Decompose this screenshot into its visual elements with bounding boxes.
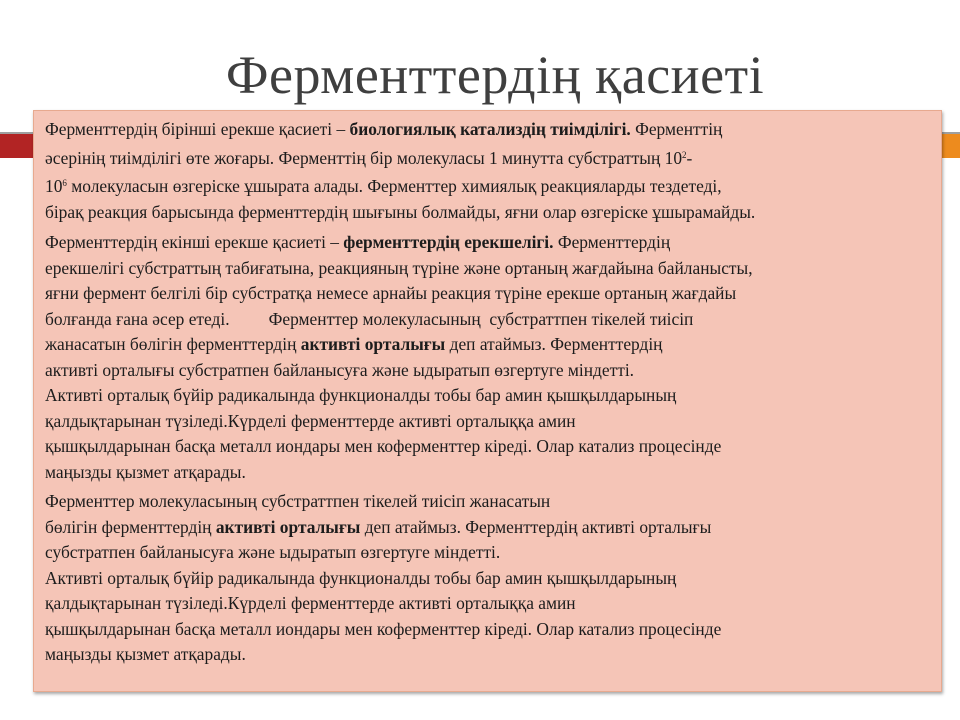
text-line: Ферменттердің бірінші ерекше қасиеті – [45, 119, 350, 139]
text-line: яғни фермент белгілі бір субстратқа немесе арнайы реакция түріне ерекше ортаның жағдайы [45, 283, 737, 303]
text-line: Активті орталық бүйір радикалында функционалды тобы бар амин қышқылдарының [45, 385, 677, 405]
text-line: молекуласын өзгеріске ұшырата алады. Ферменттер химиялық реакцияларды тездетеді, [66, 176, 722, 196]
text-line: активті орталығы субстратпен байланысуға және ыдыратып өзгертуге міндетті. [45, 359, 635, 380]
text-line: қалдықтарынан түзіледі.Күрделі ферменттерде активті орталыққа амин [45, 593, 576, 613]
text-line: қышқылдарынан басқа металл иондары мен коферменттер кіреді. Олар катализ процесінде [45, 436, 722, 456]
text-line: 10 [45, 176, 63, 196]
bold-term: активті орталығы [215, 516, 361, 537]
text-line: әсерінің тиімділігі өте жоғары. Ферменттің бір молекуласы 1 минутта субстраттың 10 [45, 147, 683, 168]
text-line: Активті орталық бүйір радикалында функционалды тобы бар амин қышқылдарының [45, 567, 677, 588]
text-line: Ферменттердің екінші ерекше қасиеті – [45, 232, 344, 252]
text-line: маңызды қызмет атқарады. [45, 461, 246, 482]
bold-term: активті орталығы [300, 334, 446, 354]
text-line: деп атаймыз. Ферменттердің активті орталығы [360, 516, 712, 537]
right-accent-bar [940, 134, 960, 158]
paragraph-specificity [45, 230, 931, 485]
text-line: деп атаймыз. Ферменттердің [445, 334, 663, 354]
text-line: жанасатын бөлігін ферменттердің [45, 334, 301, 354]
text-line: Ферменттердің [553, 232, 671, 252]
text-line: ерекшелігі субстраттың табиғатына, реакцияның түріне және ортаның жағдайына байланысты, [45, 257, 753, 278]
text-line: Ферменттер молекуласының субстраттпен тікелей тиісіп жанасатын [45, 491, 551, 511]
superscript: 2 [682, 149, 687, 160]
bold-term: биологиялық катализдің тиімділігі. [349, 119, 631, 139]
text-line: субстратпен байланысуға және ыдыратып өзгертуге міндетті. [45, 542, 501, 562]
text-line: қалдықтарынан түзіледі.Күрделі ферменттерде активті орталыққа амин [45, 410, 576, 431]
paragraph-active-site [45, 489, 931, 668]
text-line: бөлігін ферменттердің [45, 516, 216, 537]
text-line: болғанда ғана әсер етеді. Ферменттер молекуласының субстраттпен тікелей тиісіп [45, 308, 694, 329]
text-line: маңызды қызмет атқарады. [45, 644, 246, 664]
text-line: - [686, 147, 693, 168]
text-line: қышқылдарынан басқа металл иондары мен коферменттер кіреді. Олар катализ процесінде [45, 618, 722, 639]
text-line: Ферменттің [630, 119, 723, 139]
bold-term: ферменттердің ерекшелігі. [343, 232, 554, 252]
paragraph-catalytic-efficiency [45, 117, 931, 225]
superscript: 6 [62, 178, 67, 188]
content-panel [33, 110, 942, 692]
text-line: бірақ реакция барысында ферменттердің шығыны болмайды, яғни олар өзгеріске ұшырамайды. [45, 201, 756, 222]
slide-title: Ферменттердің қасиеті [225, 45, 765, 105]
